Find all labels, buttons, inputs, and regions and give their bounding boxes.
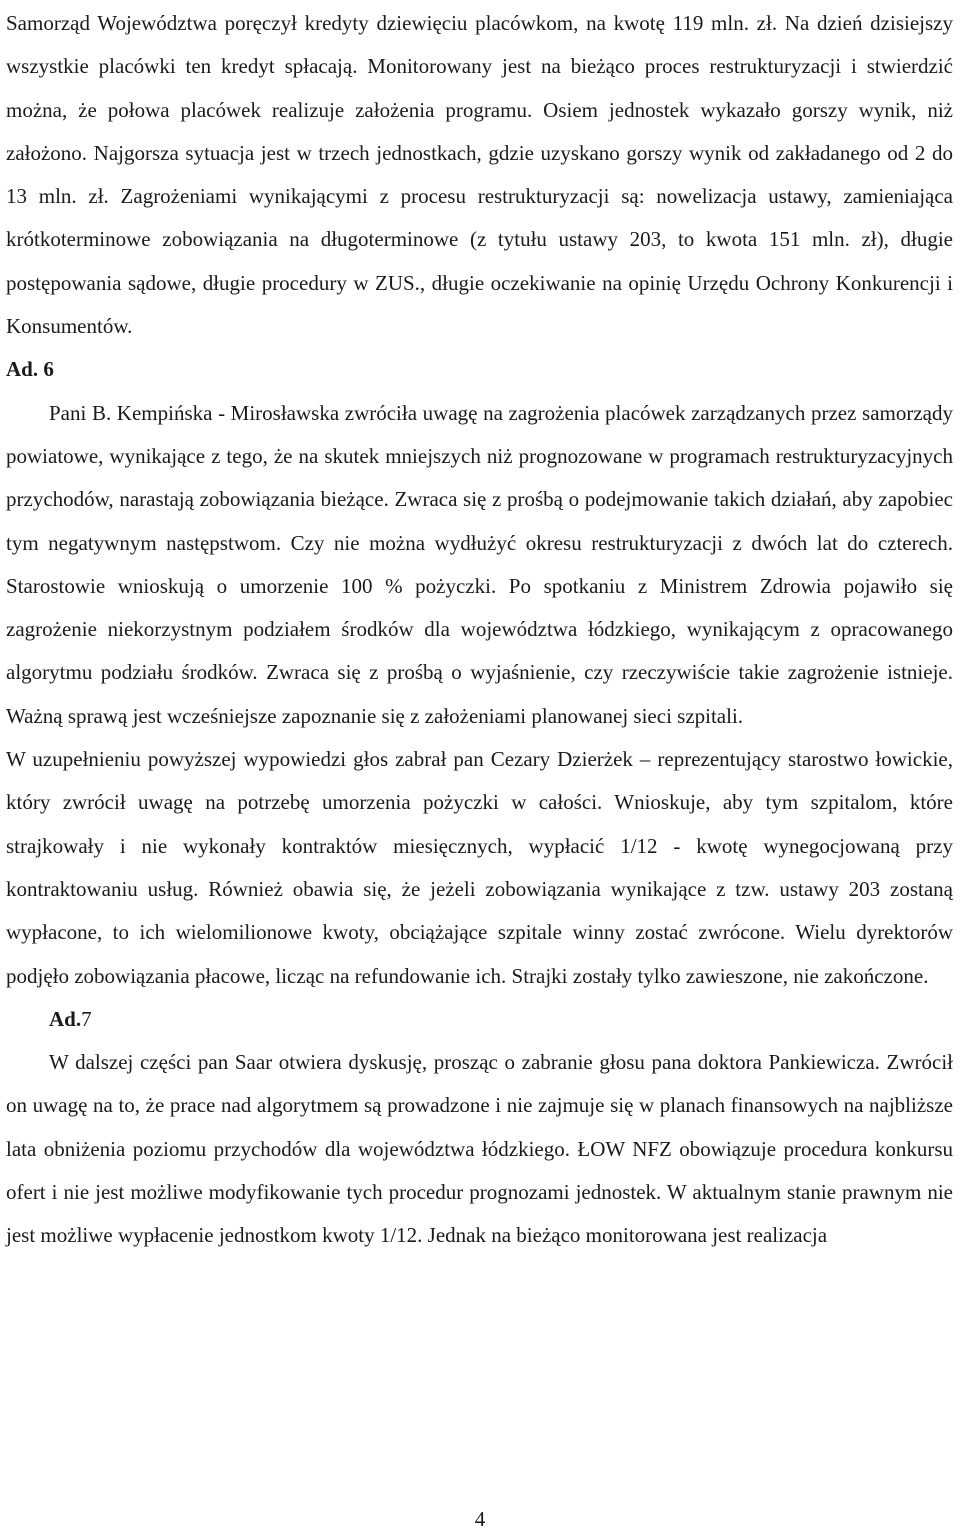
paragraph-restructuring: Samorząd Województwa poręczył kredyty dziewięciu placówkom, na kwotę 119 mln. zł. Na dzień dzisiejszy wszystkie placówki ten kredyt spłacają. Monitorowany jest na bieżąco proces restrukturyzacji i stwierdzić można, że połowa placówek realizuje założenia programu. Osiem jednostek wykazało gorszy wynik, niż założono. Najgorsza sytuacja jest w trzech jednostkach, gdzie uzyskano gorszy wynik od zakładanego od 2 do 13 mln. zł. Zagrożeniami wynikającymi z procesu restrukturyzacji są: nowelizacja ustawy, zamieniająca krótkoterminowe zobowiązania na długoterminowe (z tytułu ustawy 203, to kwota 151 mln. zł), długie postępowania sądowe, długie procedury w ZUS., długie oczekiwanie na opinię Urzędu Ochrony Konkurencji i Konsumentów. [6,11,953,339]
paragraph-kempinska: Pani B. Kempińska - Mirosławska zwróciła uwagę na zagrożenia placówek zarządzanych przez samorządy powiatowe, wynikające z tego, że na skutek mniejszych niż prognozowane w programach restrukturyzacyjnych przychodów, narastają zobowiązania bieżące. Zwraca się z prośbą o podejmowanie takich działań, aby zapobiec tym negatywnym następstwom. Czy nie można wydłużyć okresu restrukturyzacji z dwóch lat do czterech. Starostowie wnioskują o umorzenie 100 % pożyczki. Po spotkaniu z Ministrem Zdrowia pojawiło się zagrożenie niekorzystnym podziałem środków dla województwa łódzkiego, wynikającym z opracowanego algorytmu podziału środków. Zwraca się z prośbą o wyjaśnienie, czy rzeczywiście takie zagrożenie istnieje. Ważną sprawą jest wcześniejsze zapoznanie się z założeniami planowanej sieci szpitali. [6,400,953,728]
section-heading-ad6 [6,348,953,391]
section-heading-ad7 [6,998,953,1041]
paragraph-saar: W dalszej części pan Saar otwiera dyskusję, prosząc o zabranie głosu pana doktora Pankiewicza. Zwrócił on uwagę na to, że prace nad algorytmem są prowadzone i nie zajmuje się w planach finansowych na najbliższe lata obniżenia poziomu przychodów dla województwa łódzkiego. ŁOW NFZ obowiązuje procedura konkursu ofert i nie jest możliwe modyfikowanie tych procedur prognozami jednostek. W aktualnym stanie prawnym nie jest możliwe wypłacenie jednostkom kwoty 1/12. Jednak na bieżąco monitorowana jest realizacja [6,1050,953,1248]
section-heading-ad6-label: Ad. [6,357,39,382]
paragraph-dzierzek: W uzupełnieniu powyższej wypowiedzi głos zabrał pan Cezary Dzierżek – reprezentujący starostwo łowickie, który zwrócił uwagę na potrzebę umorzenia pożyczki w całości. Wnioskuje, aby tym szpitalom, które strajkowały i nie wykonały kontraktów miesięcznych, wypłacić 1/12 - kwotę wynegocjowaną przy kontraktowaniu usług. Również obawia się, że jeżeli zobowiązania wynikające z tzw. ustawy 203 zostaną wypłacone, to ich wielomilionowe kwoty, obciążające szpitale winny zostać zwrócone. Wielu dyrektorów podjęło zobowiązania płacowe, licząc na refundowanie ich. Strajki zostały tylko zawieszone, nie zakończone. [6,747,953,988]
section-heading-ad6-number: 6 [43,357,54,382]
section-heading-ad7-label: Ad. [49,1006,82,1031]
page-number: 4 [474,1507,486,1531]
section-heading-ad7-number: 7 [81,1006,92,1031]
